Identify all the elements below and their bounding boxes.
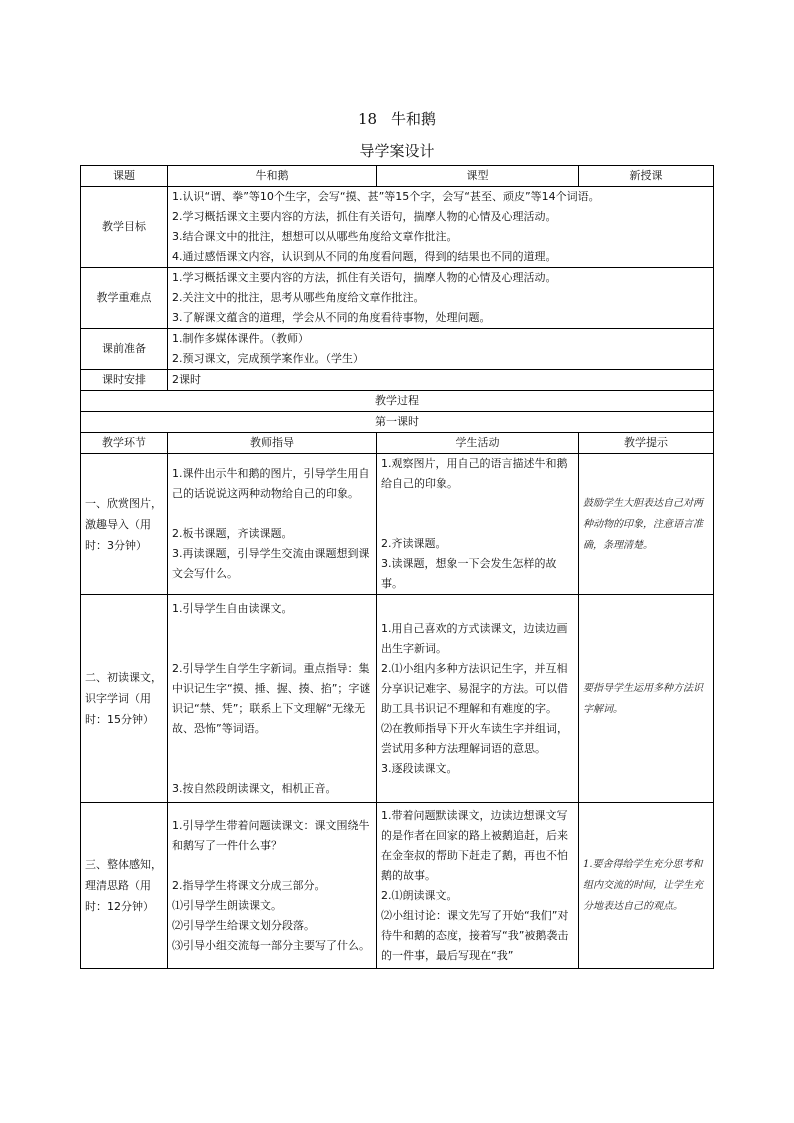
tips-cell: 1.要舍得给学生充分思考和组内交流的时间，让学生充分地表达自己的观点。	[579, 803, 714, 969]
info-row-goals	[81, 187, 714, 268]
info-row-key-points	[81, 268, 714, 329]
student-item: ⑵小组讨论：课文先写了开始“我们”对待牛和鹅的态度，接着写“我”被鹅袭击的一件事，最后写现在“我”	[381, 908, 569, 962]
teacher-cell	[168, 454, 377, 595]
lesson-title: 牛和鹅	[391, 110, 437, 128]
process-header-row	[81, 433, 714, 454]
goal-item: 4.通过感悟课文内容，认识到从不同的角度看问题，得到的结果也不同的道理。	[172, 250, 557, 263]
info-row-prep	[81, 329, 714, 370]
time-label: 课时安排	[81, 370, 168, 391]
topic-label: 课题	[81, 166, 168, 187]
student-item: 3.逐段读课文。	[381, 761, 458, 775]
step-name: 二、初读课文，识字学词（用时：15分钟）	[81, 595, 168, 803]
teacher-item: ⑵引导学生给课文划分段落。	[172, 918, 315, 932]
teacher-cell	[168, 803, 377, 969]
step-row	[81, 454, 714, 595]
student-item: 2.⑴小组内多种方法识记生字，并互相分享识记难字、易混字的方法。可以借助工具书识记不理解和有难度的字。	[381, 661, 568, 715]
student-cell	[377, 803, 579, 969]
spacer	[172, 739, 372, 759]
teacher-item: 1.课件出示牛和鹅的图片，引导学生用自己的话说说这两种动物给自己的印象。	[172, 467, 370, 500]
teacher-item: 3.再读课题，引导学生交流由课题想到课文会写什么。	[172, 547, 370, 580]
teacher-item: ⑴引导学生朗读课文。	[172, 898, 282, 912]
type-label: 课型	[377, 166, 579, 187]
spacer	[172, 856, 372, 876]
key-point-item: 3.了解课文蕴含的道理，学会从不同的角度看待事物，处理问题。	[172, 311, 491, 324]
header-student: 学生活动	[377, 433, 579, 454]
key-point-item: 1.学习概括课文主要内容的方法，抓住有关语句，揣摩人物的心情及心理活动。	[172, 271, 557, 284]
tips-cell: 要指导学生运用多种方法识字解词。	[579, 595, 714, 803]
period-title: 第一课时	[81, 412, 714, 433]
student-item: 2.齐读课题。	[381, 537, 447, 550]
teacher-item: 2.引导学生自学生字新词。重点指导：集中识记生字“摸、捶、握、揍、掐”；字谜识记“禁、凭”；联系上下文理解“无缘无故、恐怖”等词语。	[172, 661, 371, 735]
lesson-plan-table	[80, 165, 714, 969]
student-item: 2.⑴朗读课文。	[381, 888, 458, 902]
teacher-item: ⑶引导小组交流每一部分主要写了什么。	[172, 938, 370, 952]
student-item: 1.带着问题默读课文，边读边想课文写的是作者在回家的路上被鹅追赶，后来在金奎叔的帮助下赶走了鹅，再也不怕鹅的故事。	[381, 808, 568, 882]
student-cell	[377, 454, 579, 595]
lesson-heading	[0, 108, 794, 129]
student-item: 1.观察图片，用自己的语言描述牛和鹅给自己的印象。	[381, 457, 568, 490]
topic-value: 牛和鹅	[168, 166, 377, 187]
spacer	[381, 494, 574, 514]
doc-title: 导学案设计	[359, 142, 435, 160]
spacer	[172, 759, 372, 779]
type-value: 新授课	[579, 166, 714, 187]
step-row	[81, 803, 714, 969]
spacer	[381, 514, 574, 534]
period-title-row	[81, 412, 714, 433]
student-cell	[377, 595, 579, 803]
key-label: 教学重难点	[81, 268, 168, 329]
teacher-item: 2.指导学生将课文分成三部分。	[172, 878, 326, 892]
time-value: 2课时	[168, 370, 714, 391]
goal-item: 1.认识“谓、拳”等10个生字，会写“摸、甚”等15个字，会写“甚至、顽皮”等14个词语。	[172, 190, 600, 203]
teacher-item: 2.板书课题，齐读课题。	[172, 527, 293, 540]
prep-label: 课前准备	[81, 329, 168, 370]
teacher-item: 3.按自然段朗读课文，相机正音。	[172, 781, 337, 795]
process-title: 教学过程	[81, 391, 714, 412]
step-name: 一、欣赏图片，激趣导入（用时：3分钟）	[81, 454, 168, 595]
prep-cell	[168, 329, 714, 370]
goals-label: 教学目标	[81, 187, 168, 268]
info-row-topic	[81, 166, 714, 187]
key-point-item: 2.关注文中的批注，思考从哪些角度给文章作批注。	[172, 291, 425, 304]
lesson-number: 18	[357, 110, 378, 128]
spacer	[172, 639, 372, 659]
info-row-time	[81, 370, 714, 391]
goal-item: 2.学习概括课文主要内容的方法，抓住有关语句，揣摩人物的心情及心理活动。	[172, 210, 557, 223]
goal-item: 3.结合课文中的批注，想想可以从哪些角度给文章作批注。	[172, 230, 458, 243]
student-item: 1.用自己喜欢的方式读课文，边读边画出生字新词。	[381, 621, 568, 655]
teacher-item: 1.引导学生带着问题读课文：课文围绕牛和鹅写了一件什么事？	[172, 818, 370, 852]
header-step: 教学环节	[81, 433, 168, 454]
prep-item: 2.预习课文，完成预学案作业。（学生）	[172, 352, 364, 365]
teacher-item: 1.引导学生自由读课文。	[172, 601, 293, 615]
student-item: 3.读课题，想象一下会发生怎样的故事。	[381, 557, 557, 590]
goals-cell	[168, 187, 714, 268]
spacer	[172, 619, 372, 639]
student-item: ⑵在教师指导下开火车读生字并组词，尝试用多种方法理解词语的意思。	[381, 721, 568, 755]
step-row	[81, 595, 714, 803]
spacer	[172, 504, 372, 524]
header-teacher: 教师指导	[168, 433, 377, 454]
process-title-row	[81, 391, 714, 412]
key-points-cell	[168, 268, 714, 329]
tips-cell: 鼓励学生大胆表达自己对两种动物的印象，注意语言准确，条理清楚。	[579, 454, 714, 595]
prep-item: 1.制作多媒体课件。（教师）	[172, 332, 309, 345]
step-name: 三、整体感知，理清思路（用时：12分钟）	[81, 803, 168, 969]
teacher-cell	[168, 595, 377, 803]
header-tips: 教学提示	[579, 433, 714, 454]
